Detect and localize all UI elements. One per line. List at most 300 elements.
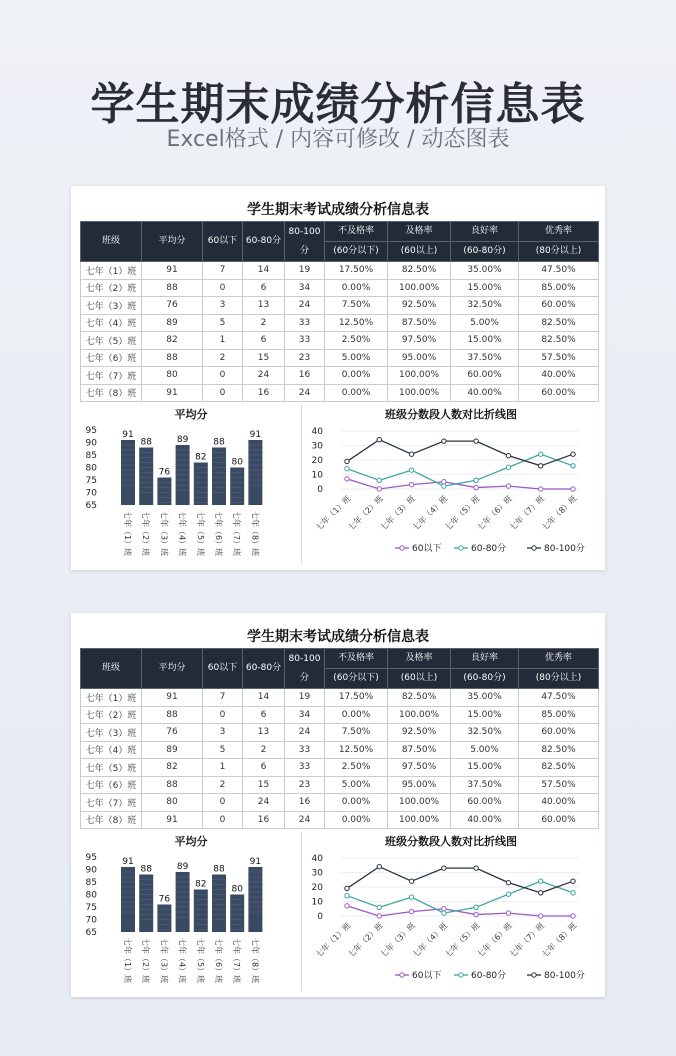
y-tick-label: 80 bbox=[85, 890, 97, 901]
table-cell[interactable]: 60.00% bbox=[519, 811, 599, 829]
table-cell[interactable]: 7 bbox=[203, 689, 243, 707]
column-header: 不及格率 bbox=[325, 649, 388, 669]
table-cell[interactable]: 2.50% bbox=[325, 759, 388, 777]
series-point bbox=[539, 487, 543, 491]
legend-item bbox=[527, 969, 585, 981]
table-cell[interactable]: 37.50% bbox=[451, 776, 519, 794]
table-cell[interactable]: 0.00% bbox=[325, 384, 388, 402]
table-cell[interactable]: 60.00% bbox=[519, 724, 599, 742]
table-cell[interactable]: 60.00% bbox=[451, 794, 519, 812]
table-cell[interactable]: 5.00% bbox=[451, 741, 519, 759]
series-point bbox=[571, 487, 575, 491]
table-row bbox=[81, 759, 599, 777]
sheet-title: 学生期末考试成绩分析信息表 bbox=[247, 202, 429, 218]
series-point bbox=[345, 894, 349, 898]
table-cell[interactable]: 19 bbox=[285, 689, 325, 707]
series-point bbox=[474, 905, 478, 909]
chart-divider bbox=[301, 404, 302, 564]
table-cell[interactable]: 33 bbox=[285, 314, 325, 332]
line-chart bbox=[305, 845, 601, 995]
y-tick-label: 0 bbox=[317, 912, 323, 922]
table-cell[interactable]: 0 bbox=[203, 367, 243, 385]
bar-value-label: 80 bbox=[231, 884, 243, 895]
table-cell[interactable]: 0 bbox=[203, 384, 243, 402]
table-cell[interactable]: 40.00% bbox=[519, 794, 599, 812]
x-category-label: 七年（2）班 bbox=[141, 511, 151, 557]
series-point bbox=[345, 459, 349, 463]
table-cell[interactable]: 40.00% bbox=[451, 811, 519, 829]
x-category-label: 七年（3）班 bbox=[378, 494, 417, 533]
legend-marker bbox=[459, 973, 463, 977]
x-category-label: 七年（1）班 bbox=[123, 511, 132, 557]
column-header: 平均分 bbox=[142, 649, 203, 689]
table-cell[interactable]: 15.00% bbox=[451, 279, 519, 297]
x-category-label: 七年（3）班 bbox=[159, 511, 169, 557]
table-cell[interactable]: 6 bbox=[243, 332, 285, 350]
table-cell[interactable]: 七年（1）班 bbox=[81, 689, 142, 707]
table-cell[interactable]: 95.00% bbox=[388, 776, 451, 794]
table-cell[interactable]: 82 bbox=[142, 332, 203, 350]
series-point bbox=[377, 438, 381, 442]
series-point bbox=[442, 484, 446, 488]
table-cell[interactable]: 88 bbox=[142, 706, 203, 724]
table-cell[interactable]: 19 bbox=[285, 262, 325, 280]
table-cell[interactable]: 89 bbox=[142, 314, 203, 332]
table-cell[interactable]: 100.00% bbox=[388, 279, 451, 297]
table-cell[interactable]: 2 bbox=[203, 776, 243, 794]
table-cell[interactable]: 60.00% bbox=[519, 297, 599, 315]
table-cell[interactable]: 3 bbox=[203, 724, 243, 742]
chart-divider bbox=[301, 831, 302, 991]
bar-chart bbox=[79, 418, 299, 568]
y-tick-label: 65 bbox=[85, 928, 97, 938]
table-row bbox=[81, 689, 599, 707]
series-point bbox=[345, 904, 349, 908]
table-cell[interactable]: 七年（3）班 bbox=[81, 724, 142, 742]
table-cell[interactable]: 2 bbox=[243, 741, 285, 759]
y-tick-label: 85 bbox=[85, 878, 97, 888]
table-cell[interactable]: 57.50% bbox=[519, 349, 599, 367]
series-point bbox=[409, 482, 413, 486]
table-cell[interactable]: 17.50% bbox=[325, 689, 388, 707]
y-tick-label: 30 bbox=[311, 868, 323, 879]
bar-value-label: 91 bbox=[122, 857, 134, 867]
x-category-label: 七年（6）班 bbox=[214, 511, 223, 557]
bar-value-label: 88 bbox=[213, 437, 225, 448]
table-cell[interactable]: 7.50% bbox=[325, 724, 388, 742]
column-header: 80-100分 bbox=[285, 649, 325, 689]
table-cell[interactable]: 91 bbox=[142, 689, 203, 707]
table-cell[interactable]: 2 bbox=[243, 314, 285, 332]
bar-value-label: 82 bbox=[195, 452, 207, 463]
score-table bbox=[80, 648, 599, 829]
legend-item bbox=[527, 542, 585, 554]
column-header: 60-80分 bbox=[243, 649, 285, 689]
legend-marker bbox=[400, 546, 404, 550]
x-category-label: 七年（5）班 bbox=[195, 938, 205, 984]
sheet-preview-1 bbox=[71, 186, 605, 570]
column-header: 优秀率 bbox=[519, 649, 599, 669]
series-point bbox=[474, 866, 478, 870]
table-cell[interactable]: 97.50% bbox=[388, 332, 451, 350]
series-point bbox=[571, 464, 575, 468]
x-category-label: 七年（8）班 bbox=[540, 494, 579, 533]
y-tick-label: 0 bbox=[317, 485, 323, 495]
y-tick-label: 70 bbox=[85, 915, 97, 926]
table-cell[interactable]: 3 bbox=[203, 297, 243, 315]
x-category-label: 七年（1）班 bbox=[123, 938, 132, 984]
table-cell[interactable]: 85.00% bbox=[519, 279, 599, 297]
series-point bbox=[539, 914, 543, 918]
bar-value-label: 76 bbox=[158, 894, 171, 905]
table-cell[interactable]: 16 bbox=[243, 811, 285, 829]
hero-subtitle: Excel格式 / 内容可修改 / 动态图表 bbox=[166, 127, 510, 152]
series-point bbox=[571, 452, 575, 456]
column-header: 及格率 bbox=[388, 222, 451, 242]
table-cell[interactable]: 33 bbox=[285, 332, 325, 350]
table-cell[interactable]: 5 bbox=[203, 314, 243, 332]
table-cell[interactable]: 80 bbox=[142, 794, 203, 812]
series-point bbox=[506, 484, 510, 488]
series-point bbox=[571, 891, 575, 895]
series-point bbox=[474, 485, 478, 489]
table-cell[interactable]: 24 bbox=[285, 811, 325, 829]
x-category-label: 七年（4）班 bbox=[411, 921, 450, 960]
table-cell[interactable]: 16 bbox=[285, 367, 325, 385]
table-cell[interactable]: 24 bbox=[285, 297, 325, 315]
table-cell[interactable]: 82.50% bbox=[519, 759, 599, 777]
line-chart-title: 班级分数段人数对比折线图 bbox=[385, 835, 517, 848]
table-cell[interactable]: 0.00% bbox=[325, 794, 388, 812]
x-category-label: 七年（3）班 bbox=[378, 921, 417, 960]
y-tick-label: 90 bbox=[85, 865, 97, 876]
table-cell[interactable]: 0 bbox=[203, 794, 243, 812]
x-category-label: 七年（5）班 bbox=[443, 494, 482, 533]
table-cell[interactable]: 24 bbox=[285, 724, 325, 742]
table-cell[interactable]: 七年（2）班 bbox=[81, 706, 142, 724]
bar-value-label: 76 bbox=[158, 467, 171, 478]
legend-label: 60以下 bbox=[412, 971, 442, 981]
table-cell[interactable]: 88 bbox=[142, 776, 203, 794]
sheet-title: 学生期末考试成绩分析信息表 bbox=[247, 629, 429, 645]
table-row bbox=[81, 279, 599, 297]
series-point bbox=[409, 452, 413, 456]
table-cell[interactable]: 60.00% bbox=[451, 367, 519, 385]
table-cell[interactable]: 5.00% bbox=[325, 349, 388, 367]
table-cell[interactable]: 1 bbox=[203, 332, 243, 350]
table-cell[interactable]: 33 bbox=[285, 759, 325, 777]
table-cell[interactable]: 24 bbox=[243, 367, 285, 385]
y-tick-label: 10 bbox=[311, 470, 323, 481]
table-cell[interactable]: 76 bbox=[142, 297, 203, 315]
table-cell[interactable]: 35.00% bbox=[451, 689, 519, 707]
series-point bbox=[506, 892, 510, 896]
x-category-label: 七年（2）班 bbox=[141, 938, 151, 984]
table-cell[interactable]: 91 bbox=[142, 384, 203, 402]
table-cell[interactable]: 88 bbox=[142, 349, 203, 367]
legend-label: 80-100分 bbox=[544, 971, 585, 981]
y-tick-label: 65 bbox=[85, 501, 97, 511]
table-cell[interactable]: 87.50% bbox=[388, 314, 451, 332]
table-cell[interactable]: 15 bbox=[243, 776, 285, 794]
table-cell[interactable]: 82.50% bbox=[388, 262, 451, 280]
column-subheader: (80分以上) bbox=[519, 669, 599, 689]
column-subheader: (60以上) bbox=[388, 242, 451, 262]
table-cell[interactable]: 7.50% bbox=[325, 297, 388, 315]
y-tick-label: 40 bbox=[311, 427, 323, 437]
table-cell[interactable]: 23 bbox=[285, 776, 325, 794]
series-point bbox=[474, 478, 478, 482]
x-category-label: 七年（8）班 bbox=[540, 921, 579, 960]
y-tick-label: 20 bbox=[311, 456, 323, 466]
y-tick-label: 80 bbox=[85, 463, 97, 474]
y-tick-label: 10 bbox=[311, 897, 323, 908]
table-cell[interactable]: 0 bbox=[203, 279, 243, 297]
bar bbox=[139, 875, 153, 933]
bar bbox=[194, 463, 208, 506]
table-cell[interactable]: 34 bbox=[285, 279, 325, 297]
x-category-label: 七年（5）班 bbox=[195, 511, 205, 557]
table-cell[interactable]: 1 bbox=[203, 759, 243, 777]
series-point bbox=[377, 865, 381, 869]
table-cell[interactable]: 15 bbox=[243, 349, 285, 367]
table-cell[interactable]: 32.50% bbox=[451, 724, 519, 742]
legend-label: 80-100分 bbox=[544, 544, 585, 554]
table-cell[interactable]: 17.50% bbox=[325, 262, 388, 280]
legend-item bbox=[454, 542, 506, 554]
table-row bbox=[81, 811, 599, 829]
table-cell[interactable]: 14 bbox=[243, 689, 285, 707]
table-cell[interactable]: 0.00% bbox=[325, 367, 388, 385]
table-cell[interactable]: 七年（8）班 bbox=[81, 811, 142, 829]
table-cell[interactable]: 七年（6）班 bbox=[81, 349, 142, 367]
x-category-label: 七年（6）班 bbox=[475, 921, 514, 960]
table-cell[interactable]: 15.00% bbox=[451, 706, 519, 724]
table-cell[interactable]: 6 bbox=[243, 279, 285, 297]
y-tick-label: 95 bbox=[85, 426, 97, 436]
table-cell[interactable]: 14 bbox=[243, 262, 285, 280]
table-row bbox=[81, 724, 599, 742]
table-cell[interactable]: 7 bbox=[203, 262, 243, 280]
legend-label: 60-80分 bbox=[471, 544, 507, 554]
table-cell[interactable]: 57.50% bbox=[519, 776, 599, 794]
series-point bbox=[409, 895, 413, 899]
bar bbox=[212, 448, 226, 506]
series-point bbox=[539, 452, 543, 456]
legend-marker bbox=[459, 546, 463, 550]
bar-value-label: 88 bbox=[140, 864, 152, 875]
table-cell[interactable]: 85.00% bbox=[519, 706, 599, 724]
table-cell[interactable]: 100.00% bbox=[388, 794, 451, 812]
table-cell[interactable]: 16 bbox=[285, 794, 325, 812]
y-tick-label: 20 bbox=[311, 883, 323, 893]
table-cell[interactable]: 七年（4）班 bbox=[81, 314, 142, 332]
table-cell[interactable]: 15.00% bbox=[451, 332, 519, 350]
table-cell[interactable]: 七年（3）班 bbox=[81, 297, 142, 315]
table-cell[interactable]: 37.50% bbox=[451, 349, 519, 367]
table-cell[interactable]: 七年（5）班 bbox=[81, 332, 142, 350]
series-point bbox=[442, 911, 446, 915]
legend-label: 60-80分 bbox=[471, 971, 507, 981]
series-point bbox=[474, 912, 478, 916]
table-cell[interactable]: 33 bbox=[285, 741, 325, 759]
series-point bbox=[345, 477, 349, 481]
table-cell[interactable]: 82 bbox=[142, 759, 203, 777]
bar-value-label: 89 bbox=[176, 862, 189, 872]
table-cell[interactable]: 13 bbox=[243, 724, 285, 742]
legend-label: 60以下 bbox=[412, 544, 442, 554]
table-cell[interactable]: 七年（4）班 bbox=[81, 741, 142, 759]
table-cell[interactable]: 47.50% bbox=[519, 689, 599, 707]
sheet-preview-2 bbox=[71, 613, 605, 997]
table-cell[interactable]: 82.50% bbox=[388, 689, 451, 707]
table-cell[interactable]: 5 bbox=[203, 741, 243, 759]
bar-value-label: 82 bbox=[195, 879, 207, 890]
table-cell[interactable]: 92.50% bbox=[388, 297, 451, 315]
bar-value-label: 91 bbox=[122, 430, 134, 440]
x-category-label: 七年（6）班 bbox=[214, 938, 223, 984]
table-cell[interactable]: 35.00% bbox=[451, 262, 519, 280]
table-cell[interactable]: 2 bbox=[203, 349, 243, 367]
table-cell[interactable]: 34 bbox=[285, 706, 325, 724]
x-category-label: 七年（7）班 bbox=[507, 921, 547, 960]
table-cell[interactable]: 24 bbox=[243, 794, 285, 812]
table-cell[interactable]: 七年（5）班 bbox=[81, 759, 142, 777]
table-cell[interactable]: 100.00% bbox=[388, 811, 451, 829]
table-cell[interactable]: 24 bbox=[285, 384, 325, 402]
table-cell[interactable]: 6 bbox=[243, 706, 285, 724]
table-cell[interactable]: 12.50% bbox=[325, 741, 388, 759]
table-cell[interactable]: 100.00% bbox=[388, 384, 451, 402]
table-row bbox=[81, 367, 599, 385]
x-category-label: 七年（1）班 bbox=[314, 494, 353, 533]
table-cell[interactable]: 0.00% bbox=[325, 279, 388, 297]
table-row bbox=[81, 314, 599, 332]
table-cell[interactable]: 91 bbox=[142, 262, 203, 280]
table-cell[interactable]: 6 bbox=[243, 759, 285, 777]
table-cell[interactable]: 23 bbox=[285, 349, 325, 367]
column-subheader: (80分以上) bbox=[519, 242, 599, 262]
y-tick-label: 90 bbox=[85, 438, 97, 449]
x-category-label: 七年（2）班 bbox=[346, 494, 385, 533]
table-cell[interactable]: 80 bbox=[142, 367, 203, 385]
table-cell[interactable]: 40.00% bbox=[519, 367, 599, 385]
table-cell[interactable]: 15.00% bbox=[451, 759, 519, 777]
column-header: 60以下 bbox=[203, 222, 243, 262]
bar bbox=[194, 890, 208, 933]
hero-title: 学生期末成绩分析信息表 bbox=[90, 79, 586, 130]
table-cell[interactable]: 97.50% bbox=[388, 759, 451, 777]
series-point bbox=[506, 911, 510, 915]
table-cell[interactable]: 5.00% bbox=[451, 314, 519, 332]
table-cell[interactable]: 七年（6）班 bbox=[81, 776, 142, 794]
column-subheader: (60分以下) bbox=[325, 242, 388, 262]
table-cell[interactable]: 40.00% bbox=[451, 384, 519, 402]
column-header: 80-100分 bbox=[285, 222, 325, 262]
x-category-label: 七年（2）班 bbox=[346, 921, 385, 960]
bar bbox=[212, 875, 226, 933]
table-cell[interactable]: 5.00% bbox=[325, 776, 388, 794]
x-category-label: 七年（4）班 bbox=[411, 494, 450, 533]
table-row bbox=[81, 332, 599, 350]
series-point bbox=[377, 914, 381, 918]
legend-marker bbox=[532, 973, 536, 977]
table-row bbox=[81, 297, 599, 315]
series-point bbox=[571, 879, 575, 883]
table-cell[interactable]: 0.00% bbox=[325, 706, 388, 724]
series-point bbox=[442, 907, 446, 911]
bar-value-label: 88 bbox=[140, 437, 152, 448]
bar-value-label: 88 bbox=[213, 864, 225, 875]
table-cell[interactable]: 95.00% bbox=[388, 349, 451, 367]
table-cell[interactable]: 100.00% bbox=[388, 367, 451, 385]
bar-chart-title: 平均分 bbox=[174, 408, 208, 421]
x-category-label: 七年（6）班 bbox=[475, 494, 514, 533]
line-chart-title: 班级分数段人数对比折线图 bbox=[385, 408, 517, 421]
table-cell[interactable]: 32.50% bbox=[451, 297, 519, 315]
column-subheader: (60分以下) bbox=[325, 669, 388, 689]
y-tick-label: 75 bbox=[85, 476, 97, 486]
table-cell[interactable]: 87.50% bbox=[388, 741, 451, 759]
table-cell[interactable]: 47.50% bbox=[519, 262, 599, 280]
series-point bbox=[571, 914, 575, 918]
table-cell[interactable]: 89 bbox=[142, 741, 203, 759]
table-cell[interactable]: 2.50% bbox=[325, 332, 388, 350]
x-category-label: 七年（1）班 bbox=[314, 921, 353, 960]
table-cell[interactable]: 七年（7）班 bbox=[81, 367, 142, 385]
column-header: 60以下 bbox=[203, 649, 243, 689]
table-cell[interactable]: 88 bbox=[142, 279, 203, 297]
series-point bbox=[442, 480, 446, 484]
table-cell[interactable]: 七年（2）班 bbox=[81, 279, 142, 297]
table-cell[interactable]: 60.00% bbox=[519, 384, 599, 402]
x-category-label: 七年（7）班 bbox=[232, 938, 242, 984]
series-point bbox=[539, 879, 543, 883]
series-point bbox=[539, 891, 543, 895]
table-cell[interactable]: 七年（8）班 bbox=[81, 384, 142, 402]
legend-marker bbox=[400, 973, 404, 977]
table-row bbox=[81, 776, 599, 794]
table-cell[interactable]: 七年（1）班 bbox=[81, 262, 142, 280]
table-cell[interactable]: 100.00% bbox=[388, 706, 451, 724]
legend-item bbox=[395, 543, 441, 554]
x-category-label: 七年（8）班 bbox=[250, 511, 260, 557]
legend-marker bbox=[532, 546, 536, 550]
x-category-label: 七年（8）班 bbox=[250, 938, 260, 984]
y-tick-label: 85 bbox=[85, 451, 97, 461]
column-header: 60-80分 bbox=[243, 222, 285, 262]
table-cell[interactable]: 82.50% bbox=[519, 741, 599, 759]
table-cell[interactable]: 76 bbox=[142, 724, 203, 742]
table-cell[interactable]: 16 bbox=[243, 384, 285, 402]
table-cell[interactable]: 82.50% bbox=[519, 332, 599, 350]
column-header: 不及格率 bbox=[325, 222, 388, 242]
y-tick-label: 40 bbox=[311, 854, 323, 864]
table-cell[interactable]: 0 bbox=[203, 706, 243, 724]
table-cell[interactable]: 82.50% bbox=[519, 314, 599, 332]
table-cell[interactable]: 0 bbox=[203, 811, 243, 829]
series-point bbox=[474, 439, 478, 443]
table-cell[interactable]: 12.50% bbox=[325, 314, 388, 332]
table-cell[interactable]: 92.50% bbox=[388, 724, 451, 742]
table-cell[interactable]: 0.00% bbox=[325, 811, 388, 829]
table-cell[interactable]: 七年（7）班 bbox=[81, 794, 142, 812]
x-category-label: 七年（7）班 bbox=[507, 494, 547, 533]
table-cell[interactable]: 13 bbox=[243, 297, 285, 315]
table-row bbox=[81, 794, 599, 812]
table-cell[interactable]: 91 bbox=[142, 811, 203, 829]
y-tick-label: 70 bbox=[85, 488, 97, 499]
